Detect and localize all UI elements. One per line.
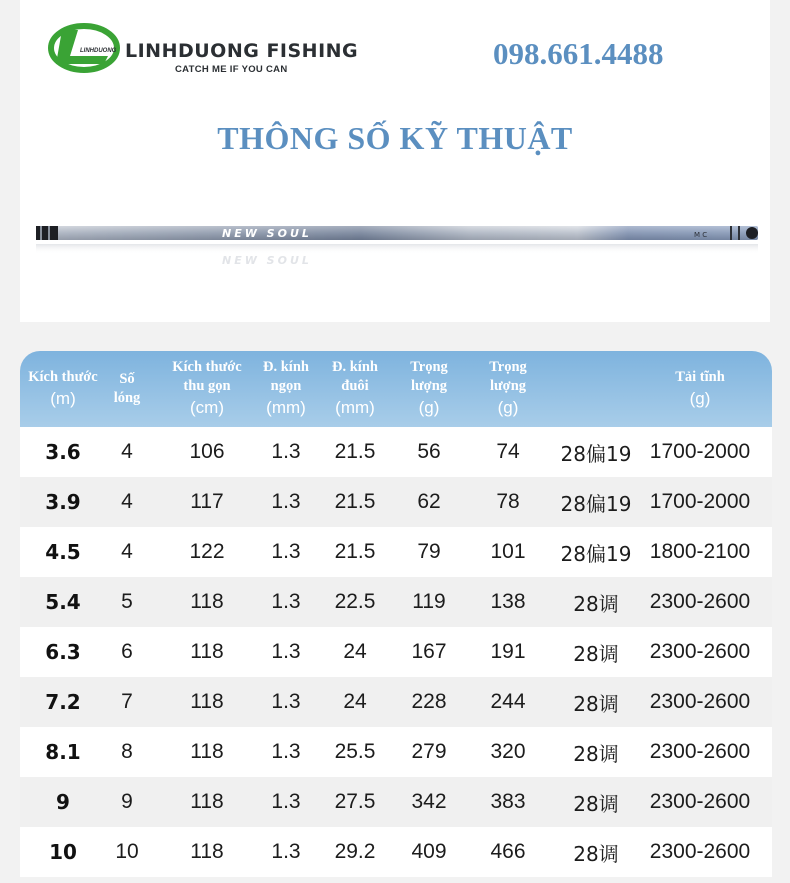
table-cell: 4 <box>121 490 133 513</box>
table-cell: 7.2 <box>45 690 81 714</box>
header-label: Kích thước <box>172 359 242 375</box>
header-unit: (g) <box>497 398 519 417</box>
table-cell: 1700-2000 <box>649 440 751 463</box>
header-label: lượng <box>410 378 448 394</box>
table-cell: 8 <box>121 740 133 763</box>
table-cell: 28调 <box>573 691 619 716</box>
table-cell: 1.3 <box>271 590 301 613</box>
header-cell <box>20 351 106 427</box>
header-cell <box>640 351 760 427</box>
table-cell: 244 <box>490 690 526 713</box>
table-cell: 117 <box>190 490 224 513</box>
table-cell: 9 <box>56 790 70 814</box>
header-label: Số <box>119 371 135 387</box>
table-cell: 28偏19 <box>560 491 632 516</box>
table-cell: 21.5 <box>334 540 376 563</box>
table-cell: 3.6 <box>45 440 81 464</box>
table-cell: 28调 <box>573 641 619 666</box>
table-row <box>20 427 772 477</box>
table-cell: 28调 <box>573 741 619 766</box>
table-cell: 22.5 <box>334 590 376 613</box>
table-cell: 74 <box>496 440 520 463</box>
table-cell: 118 <box>190 790 224 813</box>
linhduong-logo-icon <box>48 22 128 76</box>
header-label: Trọng <box>489 359 527 375</box>
brand-name: LINHDUONG FISHING <box>125 40 359 62</box>
table-cell: 2300-2600 <box>649 790 751 813</box>
table-cell: 191 <box>490 640 526 663</box>
table-cell: 101 <box>490 540 526 563</box>
table-row <box>20 627 772 677</box>
table-cell: 2300-2600 <box>649 690 751 713</box>
header-label: Đ. kính <box>332 359 378 375</box>
table-cell: 5 <box>121 590 133 613</box>
rod-label: NEW SOUL <box>222 227 312 240</box>
header-label: Kích thước <box>28 368 98 385</box>
header-label: thu gọn <box>183 378 231 394</box>
table-cell: 8.1 <box>45 740 81 764</box>
table-cell: 118 <box>190 740 224 763</box>
table-cell: 1.3 <box>271 640 301 663</box>
table-cell: 24 <box>343 640 367 663</box>
table-cell: 1.3 <box>271 490 301 513</box>
phone-number[interactable]: 098.661.4488 <box>493 36 664 71</box>
header-label: Trọng <box>410 359 448 375</box>
table-cell: 3.9 <box>45 490 81 514</box>
table-row <box>20 477 772 527</box>
table-cell: 1.3 <box>271 440 301 463</box>
table-cell: 24 <box>343 690 367 713</box>
table-cell: 1700-2000 <box>649 490 751 513</box>
table-cell: 383 <box>490 790 526 813</box>
table-cell: 25.5 <box>334 740 376 763</box>
header-cell <box>322 351 388 427</box>
table-cell: 409 <box>411 840 447 863</box>
header-cell <box>477 351 539 427</box>
table-cell: 118 <box>190 590 224 613</box>
table-cell: 167 <box>411 640 447 663</box>
header-cell <box>106 351 148 427</box>
header-label: lóng <box>113 390 141 406</box>
table-cell: 1.3 <box>271 790 301 813</box>
table-cell: 4.5 <box>45 540 81 564</box>
table-row <box>20 677 772 727</box>
header-cell <box>554 351 638 427</box>
table-cell: 1.3 <box>271 690 301 713</box>
table-cell: 79 <box>417 540 441 563</box>
table-cell: 138 <box>490 590 526 613</box>
table-cell: 2300-2600 <box>649 640 751 663</box>
header-label: đuôi <box>341 378 369 394</box>
table-cell: 62 <box>417 490 441 513</box>
table-cell: 466 <box>490 840 526 863</box>
table-cell: 10 <box>115 840 139 863</box>
table-cell: 78 <box>496 490 520 513</box>
brand-slogan: CATCH ME IF YOU CAN <box>175 64 288 75</box>
header-unit: (mm) <box>266 398 306 417</box>
header-unit: (cm) <box>190 398 224 417</box>
table-header <box>20 351 772 427</box>
table-cell: 10 <box>49 840 77 864</box>
table-cell: 118 <box>190 640 224 663</box>
header-label: lượng <box>489 378 527 394</box>
table-cell: 2300-2600 <box>649 590 751 613</box>
table-cell: 29.2 <box>334 840 376 863</box>
table-cell: 342 <box>411 790 447 813</box>
table-cell: 279 <box>411 740 447 763</box>
table-cell: 28偏19 <box>560 541 632 566</box>
header-cell <box>256 351 316 427</box>
table-cell: 2300-2600 <box>649 840 751 863</box>
table-cell: 9 <box>121 790 133 813</box>
table-row <box>20 777 772 827</box>
table-cell: 119 <box>412 590 446 613</box>
rod-tip-cap <box>746 227 758 239</box>
table-cell: 21.5 <box>334 490 376 513</box>
table-cell: 21.5 <box>334 440 376 463</box>
table-row <box>20 527 772 577</box>
table-cell: 320 <box>490 740 526 763</box>
table-cell: 5.4 <box>45 590 81 614</box>
page-title: THÔNG SỐ KỸ THUẬT <box>217 120 573 156</box>
table-cell: 4 <box>121 440 133 463</box>
table-cell: 1.3 <box>271 840 301 863</box>
header-label: Đ. kính <box>263 359 309 375</box>
rod-end-cap <box>36 226 58 240</box>
header-unit: (mm) <box>335 398 375 417</box>
table-cell: 6 <box>121 640 133 663</box>
rod-end-label: M C <box>694 231 708 239</box>
table-cell: 7 <box>121 690 133 713</box>
table-cell: 1800-2100 <box>649 540 751 563</box>
table-cell: 6.3 <box>45 640 81 664</box>
header-unit: (m) <box>50 388 76 408</box>
header-unit: (g) <box>418 398 440 417</box>
table-cell: 28调 <box>573 841 619 866</box>
logo-text: LINHDUONG <box>80 48 117 54</box>
rod-label-reflection: NEW SOUL <box>222 254 312 267</box>
table-cell: 2300-2600 <box>649 740 751 763</box>
table-row <box>20 727 772 777</box>
table-cell: 122 <box>189 540 225 563</box>
spec-table <box>20 351 772 877</box>
table-cell: 28偏19 <box>560 441 632 466</box>
table-cell: 27.5 <box>334 790 376 813</box>
table-cell: 28调 <box>573 791 619 816</box>
header-cell <box>398 351 460 427</box>
header-cell <box>159 351 255 427</box>
table-row <box>20 577 772 627</box>
brand-logo[interactable] <box>48 22 359 76</box>
table-cell: 228 <box>411 690 447 713</box>
table-cell: 1.3 <box>271 740 301 763</box>
fishing-rod-image <box>36 214 758 284</box>
table-cell: 118 <box>190 690 224 713</box>
table-cell: 118 <box>190 840 224 863</box>
table-cell: 1.3 <box>271 540 301 563</box>
table-cell: 56 <box>417 440 441 463</box>
table-cell: 4 <box>121 540 133 563</box>
table-row <box>20 827 772 877</box>
header-label: Tải tĩnh <box>675 368 725 385</box>
table-body <box>20 427 772 877</box>
table-cell: 28调 <box>573 591 619 616</box>
header-label: ngọn <box>270 378 302 394</box>
header-unit: (g) <box>689 388 711 408</box>
table-cell: 106 <box>189 440 225 463</box>
